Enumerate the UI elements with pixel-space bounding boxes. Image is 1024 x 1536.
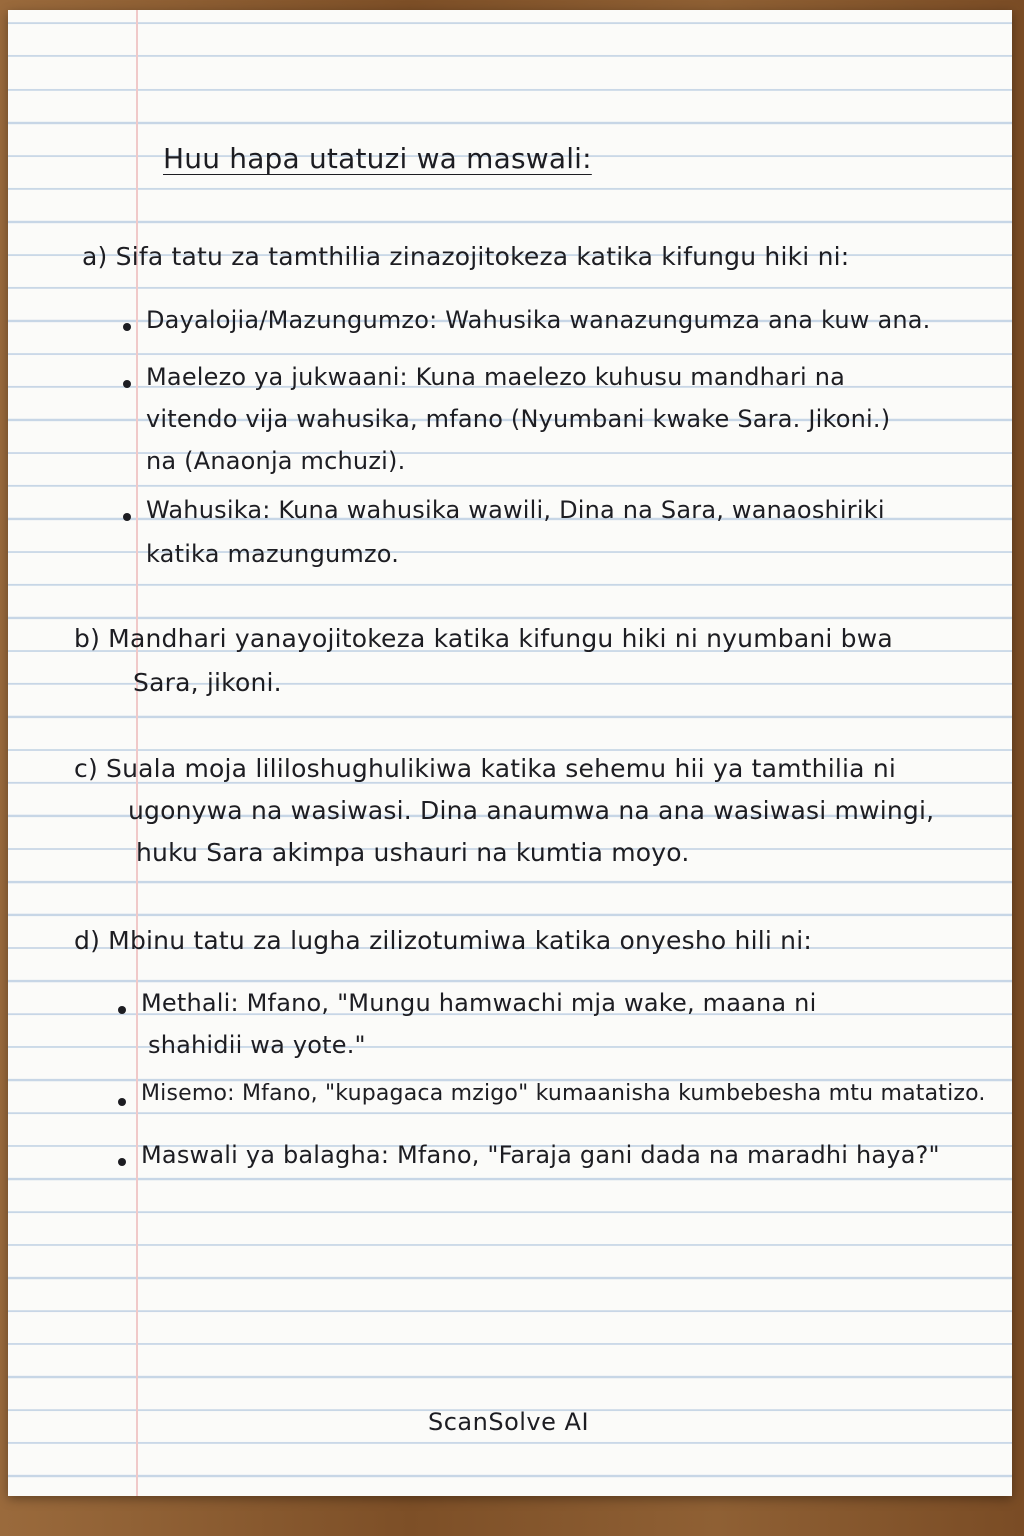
question-d-intro: d) Mbinu tatu za lugha zilizotumiwa katika onyesho hili ni: bbox=[74, 926, 812, 955]
question-a-intro: a) Sifa tatu za tamthilia zinazojitokeza katika kifungu hiki ni: bbox=[82, 242, 850, 271]
question-a-bullet-3-line-2: katika mazungumzo. bbox=[146, 540, 400, 568]
question-a-bullet-1: Dayalojia/Mazungumzo: Wahusika wanazungumza ana kuw ana. bbox=[146, 306, 931, 334]
question-a-bullet-2-line-3: na (Anaonja mchuzi). bbox=[146, 447, 406, 475]
question-c-line-3: huku Sara akimpa ushauri na kumtia moyo. bbox=[136, 838, 690, 867]
page-title: Huu hapa utatuzi wa maswali: bbox=[163, 142, 592, 175]
bullet-dot bbox=[118, 1158, 126, 1166]
question-d-bullet-3: Maswali ya balagha: Mfano, "Faraja gani dada na maradhi haya?" bbox=[141, 1141, 940, 1169]
question-d-bullet-1-line-2: shahidii wa yote." bbox=[148, 1031, 366, 1059]
lined-paper-sheet bbox=[8, 10, 1012, 1496]
question-a-bullet-2-line-2: vitendo vija wahusika, mfano (Nyumbani kwake Sara. Jikoni.) bbox=[146, 405, 891, 433]
question-b-line-1: b) Mandhari yanayojitokeza katika kifungu hiki ni nyumbani bwa bbox=[74, 624, 893, 653]
bullet-dot bbox=[123, 380, 131, 388]
bullet-dot bbox=[123, 513, 131, 521]
question-c-line-1: c) Suala moja lililoshughulikiwa katika sehemu hii ya tamthilia ni bbox=[74, 754, 897, 783]
footer-brand: ScanSolve AI bbox=[428, 1408, 590, 1436]
bullet-dot bbox=[118, 1098, 126, 1106]
margin-line bbox=[136, 10, 138, 1496]
question-c-line-2: ugonywa na wasiwasi. Dina anaumwa na ana wasiwasi mwingi, bbox=[128, 796, 935, 825]
question-d-bullet-1-line-1: Methali: Mfano, "Mungu hamwachi mja wake, maana ni bbox=[141, 989, 817, 1017]
question-a-bullet-2-line-1: Maelezo ya jukwaani: Kuna maelezo kuhusu mandhari na bbox=[146, 363, 846, 391]
bullet-dot bbox=[118, 1006, 126, 1014]
bullet-dot bbox=[123, 323, 131, 331]
question-b-line-2: Sara, jikoni. bbox=[133, 668, 282, 697]
question-a-bullet-3-line-1: Wahusika: Kuna wahusika wawili, Dina na Sara, wanaoshiriki bbox=[146, 496, 885, 524]
question-d-bullet-2: Misemo: Mfano, "kupagaca mzigo" kumaanisha kumbebesha mtu matatizo. bbox=[141, 1081, 986, 1106]
